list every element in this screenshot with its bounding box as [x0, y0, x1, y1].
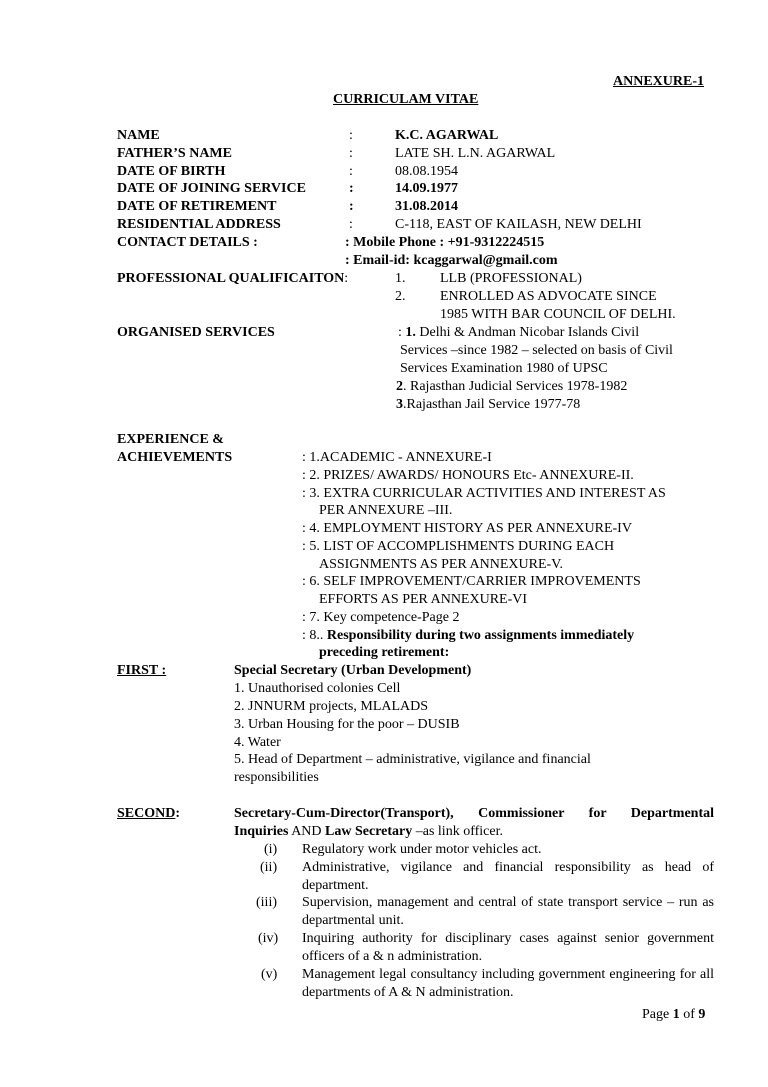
first-item-5: 5. Head of Department – administrative, vigilance and financial: [234, 752, 591, 767]
service-item-3-num: 3: [396, 397, 403, 412]
page-number: [642, 1006, 705, 1024]
second-heading-n2: –as link officer.: [412, 824, 503, 839]
father-name-colon: :: [349, 146, 353, 161]
qualification-2-text: ENROLLED AS ADVOCATE SINCE: [440, 289, 657, 304]
second-heading-b1: Inquiries: [234, 824, 289, 839]
second-item-2-text: Administrative, vigilance and financial responsibility as head of department.: [302, 860, 714, 893]
experience-item-3-cont: PER ANNEXURE –III.: [319, 503, 453, 518]
first-item-2: 2. JNNURM projects, MLALADS: [234, 699, 429, 714]
service-item-2: [396, 378, 627, 396]
name-colon: :: [349, 128, 353, 143]
qualification-colon: :: [344, 271, 349, 286]
second-item-4-num: (iv): [258, 931, 279, 946]
experience-label-1: EXPERIENCE &: [117, 432, 224, 447]
address-colon: :: [349, 217, 353, 232]
experience-item-5-cont: ASSIGNMENTS AS PER ANNEXURE-V.: [319, 557, 564, 572]
address-value: C-118, EAST OF KAILASH, NEW DELHI: [395, 217, 642, 232]
service-item-1: [398, 324, 639, 342]
page-word: Page: [642, 1007, 673, 1022]
second-item-1-num: (i): [264, 842, 278, 857]
service-item-1-prefix: :: [398, 325, 406, 340]
dob-value: 08.08.1954: [395, 164, 458, 179]
second-heading-line2: [234, 823, 503, 841]
contact-email: : Email-id: kcaggarwal@gmail.com: [345, 253, 558, 268]
experience-item-4: : 4. EMPLOYMENT HISTORY AS PER ANNEXURE-IV: [302, 521, 632, 536]
first-label: FIRST :: [117, 663, 167, 678]
second-heading-n1: AND: [288, 824, 326, 839]
second-item-5-text: Management legal consultancy including government engineering for all departments of A & N administration.: [302, 967, 714, 1000]
second-item-3-text: Supervision, management and central of state transport service – run as departmental unit.: [302, 895, 714, 928]
first-item-3: 3. Urban Housing for the poor – DUSIB: [234, 717, 460, 732]
experience-item-6: : 6. SELF IMPROVEMENT/CARRIER IMPROVEMENTS: [302, 574, 641, 589]
experience-item-6-cont: EFFORTS AS PER ANNEXURE-VI: [319, 592, 528, 607]
joining-label: DATE OF JOINING SERVICE: [117, 181, 306, 196]
second-heading-line1: Secretary-Cum-Director(Transport), Commissioner for Departmental: [234, 806, 714, 821]
second-item-3-num: (iii): [256, 895, 277, 910]
second-heading-b2: Law Secretary: [325, 824, 413, 839]
joining-value: 14.09.1977: [395, 181, 458, 196]
page-current: 1: [672, 1007, 680, 1022]
page-total: 9: [698, 1007, 706, 1022]
second-label-colon: :: [175, 806, 181, 821]
page-title: CURRICULAM VITAE: [333, 92, 479, 107]
experience-item-8-text: Responsibility during two assignments immediately: [326, 628, 635, 643]
service-item-3: [396, 396, 580, 414]
services-label: ORGANISED SERVICES: [117, 325, 275, 340]
dob-label: DATE OF BIRTH: [117, 164, 226, 179]
retirement-label: DATE OF RETIREMENT: [117, 199, 277, 214]
qualification-2-num: 2.: [395, 289, 406, 304]
qualification-1-text: LLB (PROFESSIONAL): [440, 271, 582, 286]
service-item-2-text: . Rajasthan Judicial Services 1978-1982: [403, 379, 628, 394]
experience-item-7: : 7. Key competence-Page 2: [302, 610, 460, 625]
experience-item-8-prefix: : 8..: [302, 628, 327, 643]
contact-label: CONTACT DETAILS :: [117, 235, 258, 250]
service-item-1-line2: Services –since 1982 – selected on basis of Civil: [400, 343, 673, 358]
experience-item-1: : 1.ACADEMIC - ANNEXURE-I: [302, 450, 492, 465]
name-value: K.C. AGARWAL: [395, 128, 499, 143]
experience-item-8-cont: preceding retirement:: [319, 645, 450, 660]
retirement-value: 31.08.2014: [395, 199, 458, 214]
joining-colon: :: [349, 181, 354, 196]
second-item-2-num: (ii): [260, 860, 278, 875]
qualification-heading: [117, 270, 348, 288]
page-of: of: [679, 1007, 699, 1022]
service-item-2-num: 2: [396, 379, 403, 394]
father-name-value: LATE SH. L.N. AGARWAL: [395, 146, 556, 161]
service-item-3-text: .Rajasthan Jail Service 1977-78: [403, 397, 581, 412]
qualification-2-text-cont: 1985 WITH BAR COUNCIL OF DELHI.: [440, 307, 676, 322]
second-item-1-text: Regulatory work under motor vehicles act.: [302, 842, 542, 857]
experience-label-2: ACHIEVEMENTS: [117, 450, 233, 465]
first-item-4: 4. Water: [234, 735, 281, 750]
service-item-1-num: 1.: [405, 325, 416, 340]
retirement-colon: :: [349, 199, 354, 214]
second-label: SECOND: [117, 806, 176, 821]
dob-colon: :: [349, 164, 353, 179]
service-item-1-line3: Services Examination 1980 of UPSC: [400, 361, 608, 376]
second-label-wrap: [117, 805, 180, 823]
experience-item-5: : 5. LIST OF ACCOMPLISHMENTS DURING EACH: [302, 539, 615, 554]
first-heading: Special Secretary (Urban Development): [234, 663, 472, 678]
qualification-label: PROFESSIONAL QUALIFICAITON: [117, 271, 345, 286]
contact-mobile: : Mobile Phone : +91-9312224515: [345, 235, 545, 250]
first-item-5-cont: responsibilities: [234, 770, 319, 785]
first-item-1: 1. Unauthorised colonies Cell: [234, 681, 401, 696]
name-label: NAME: [117, 128, 160, 143]
annexure-label: ANNEXURE-1: [613, 74, 704, 89]
address-label: RESIDENTIAL ADDRESS: [117, 217, 281, 232]
experience-item-8: [302, 627, 634, 645]
experience-item-3: : 3. EXTRA CURRICULAR ACTIVITIES AND INTEREST AS: [302, 486, 666, 501]
father-name-label: FATHER’S NAME: [117, 146, 232, 161]
experience-item-2: : 2. PRIZES/ AWARDS/ HONOURS Etc- ANNEXURE-II.: [302, 468, 634, 483]
service-item-1-text: Delhi & Andman Nicobar Islands Civil: [415, 325, 640, 340]
second-item-4-text: Inquiring authority for disciplinary cases against senior government officers of a & n administration.: [302, 931, 714, 964]
qualification-1-num: 1.: [395, 271, 406, 286]
second-item-5-num: (v): [261, 967, 278, 982]
